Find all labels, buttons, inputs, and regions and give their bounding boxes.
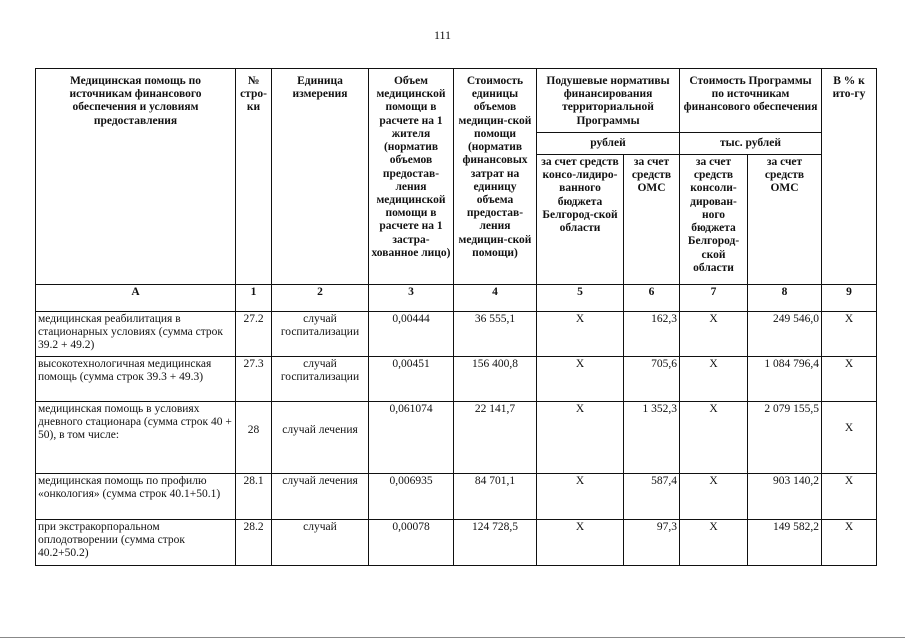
header-unit: Единица измерения: [272, 69, 369, 285]
row-line-number: 28.1: [236, 474, 272, 520]
row-percent: X: [822, 312, 877, 357]
row-oms-cost: 249 546,0: [748, 312, 822, 357]
row-oms-per-capita: 705,6: [624, 357, 680, 402]
row-line-number: 27.2: [236, 312, 272, 357]
row-unit: случай госпитализации: [272, 312, 369, 357]
row-budget-per-capita: X: [537, 474, 624, 520]
table-row: [36, 520, 877, 566]
row-budget-per-capita: X: [537, 312, 624, 357]
col-number: 7: [680, 285, 748, 312]
col-number: 2: [272, 285, 369, 312]
row-cost: 84 701,1: [454, 474, 537, 520]
col-number: 1: [236, 285, 272, 312]
table-row: [36, 357, 877, 402]
row-volume: 0,006935: [369, 474, 454, 520]
row-percent: X: [822, 520, 877, 566]
row-cost: 22 141,7: [454, 402, 537, 474]
row-cost: 124 728,5: [454, 520, 537, 566]
row-budget-cost: X: [680, 312, 748, 357]
row-cost: 36 555,1: [454, 312, 537, 357]
row-budget-cost: X: [680, 357, 748, 402]
header-line-number: № стро-ки: [236, 69, 272, 285]
row-volume: 0,061074: [369, 402, 454, 474]
row-percent: X: [822, 357, 877, 402]
header-care-type: Медицинская помощь по источникам финансового обеспечения и условиям предоставления: [36, 69, 236, 285]
col-number: 6: [624, 285, 680, 312]
col-number: 8: [748, 285, 822, 312]
financing-table: [35, 68, 877, 566]
row-oms-cost: 149 582,2: [748, 520, 822, 566]
row-unit: случай лечения: [272, 474, 369, 520]
row-name: медицинская помощь в условиях дневного стационара (сумма строк 40 + 50), в том числе:: [36, 402, 236, 474]
page-edge-rule: [0, 637, 905, 638]
row-budget-cost: X: [680, 474, 748, 520]
header-rubles: рублей: [537, 133, 680, 155]
row-unit: случай: [272, 520, 369, 566]
row-percent: X: [822, 402, 877, 474]
header-unit-cost: Стоимость единицы объемов медицин-ской помощи (норматив финансовых затрат на единицу объема предостав-ления медицин-ской помощи): [454, 69, 537, 285]
row-oms-per-capita: 97,3: [624, 520, 680, 566]
row-line-number: 28: [236, 402, 272, 474]
row-oms-per-capita: 587,4: [624, 474, 680, 520]
col-number: 5: [537, 285, 624, 312]
row-budget-per-capita: X: [537, 402, 624, 474]
col-number: 9: [822, 285, 877, 312]
header-budget-cost: за счет средств консоли-дирован-ного бюджета Белгород-ской области: [680, 155, 748, 285]
row-percent: X: [822, 474, 877, 520]
col-number: 3: [369, 285, 454, 312]
header-oms-cost: за счет средств ОМС: [748, 155, 822, 285]
row-name: при экстракорпоральном оплодотворении (сумма строк 40.2+50.2): [36, 520, 236, 566]
row-name: медицинская реабилитация в стационарных условиях (сумма строк 39.2 + 49.2): [36, 312, 236, 357]
table-row: [36, 402, 877, 474]
page-number: 111: [433, 28, 452, 42]
header-oms-per-capita: за счет средств ОМС: [624, 155, 680, 285]
row-unit: случай лечения: [272, 402, 369, 474]
row-oms-per-capita: 162,3: [624, 312, 680, 357]
header-percent-total: В % к ито-гу: [822, 69, 877, 285]
row-oms-cost: 1 084 796,4: [748, 357, 822, 402]
header-budget-per-capita: за счет средств консо-лидиро-ванного бюджета Белгород-ской области: [537, 155, 624, 285]
row-budget-cost: X: [680, 402, 748, 474]
row-line-number: 27.3: [236, 357, 272, 402]
header-per-capita-norms: Подушевые нормативы финансирования территориальной Программы: [537, 69, 680, 133]
row-budget-per-capita: X: [537, 357, 624, 402]
row-name: медицинская помощь по профилю «онкология» (сумма строк 40.1+50.1): [36, 474, 236, 520]
row-budget-per-capita: X: [537, 520, 624, 566]
row-oms-per-capita: 1 352,3: [624, 402, 680, 474]
row-volume: 0,00444: [369, 312, 454, 357]
header-thousand-rubles: тыс. рублей: [680, 133, 822, 155]
col-number: 4: [454, 285, 537, 312]
table-row: [36, 474, 877, 520]
row-line-number: 28.2: [236, 520, 272, 566]
col-number: А: [36, 285, 236, 312]
row-volume: 0,00451: [369, 357, 454, 402]
table-row: [36, 312, 877, 357]
row-budget-cost: X: [680, 520, 748, 566]
row-oms-cost: 903 140,2: [748, 474, 822, 520]
header-volume: Объем медицинской помощи в расчете на 1 жителя (норматив объемов предостав-ления медицинской помощи в расчете на 1 застра-хованное лицо): [369, 69, 454, 285]
row-volume: 0,00078: [369, 520, 454, 566]
header-program-cost: Стоимость Программы по источникам финансового обеспечения: [680, 69, 822, 133]
row-cost: 156 400,8: [454, 357, 537, 402]
row-unit: случай госпитализации: [272, 357, 369, 402]
row-oms-cost: 2 079 155,5: [748, 402, 822, 474]
row-name: высокотехнологичная медицинская помощь (сумма строк 39.3 + 49.3): [36, 357, 236, 402]
